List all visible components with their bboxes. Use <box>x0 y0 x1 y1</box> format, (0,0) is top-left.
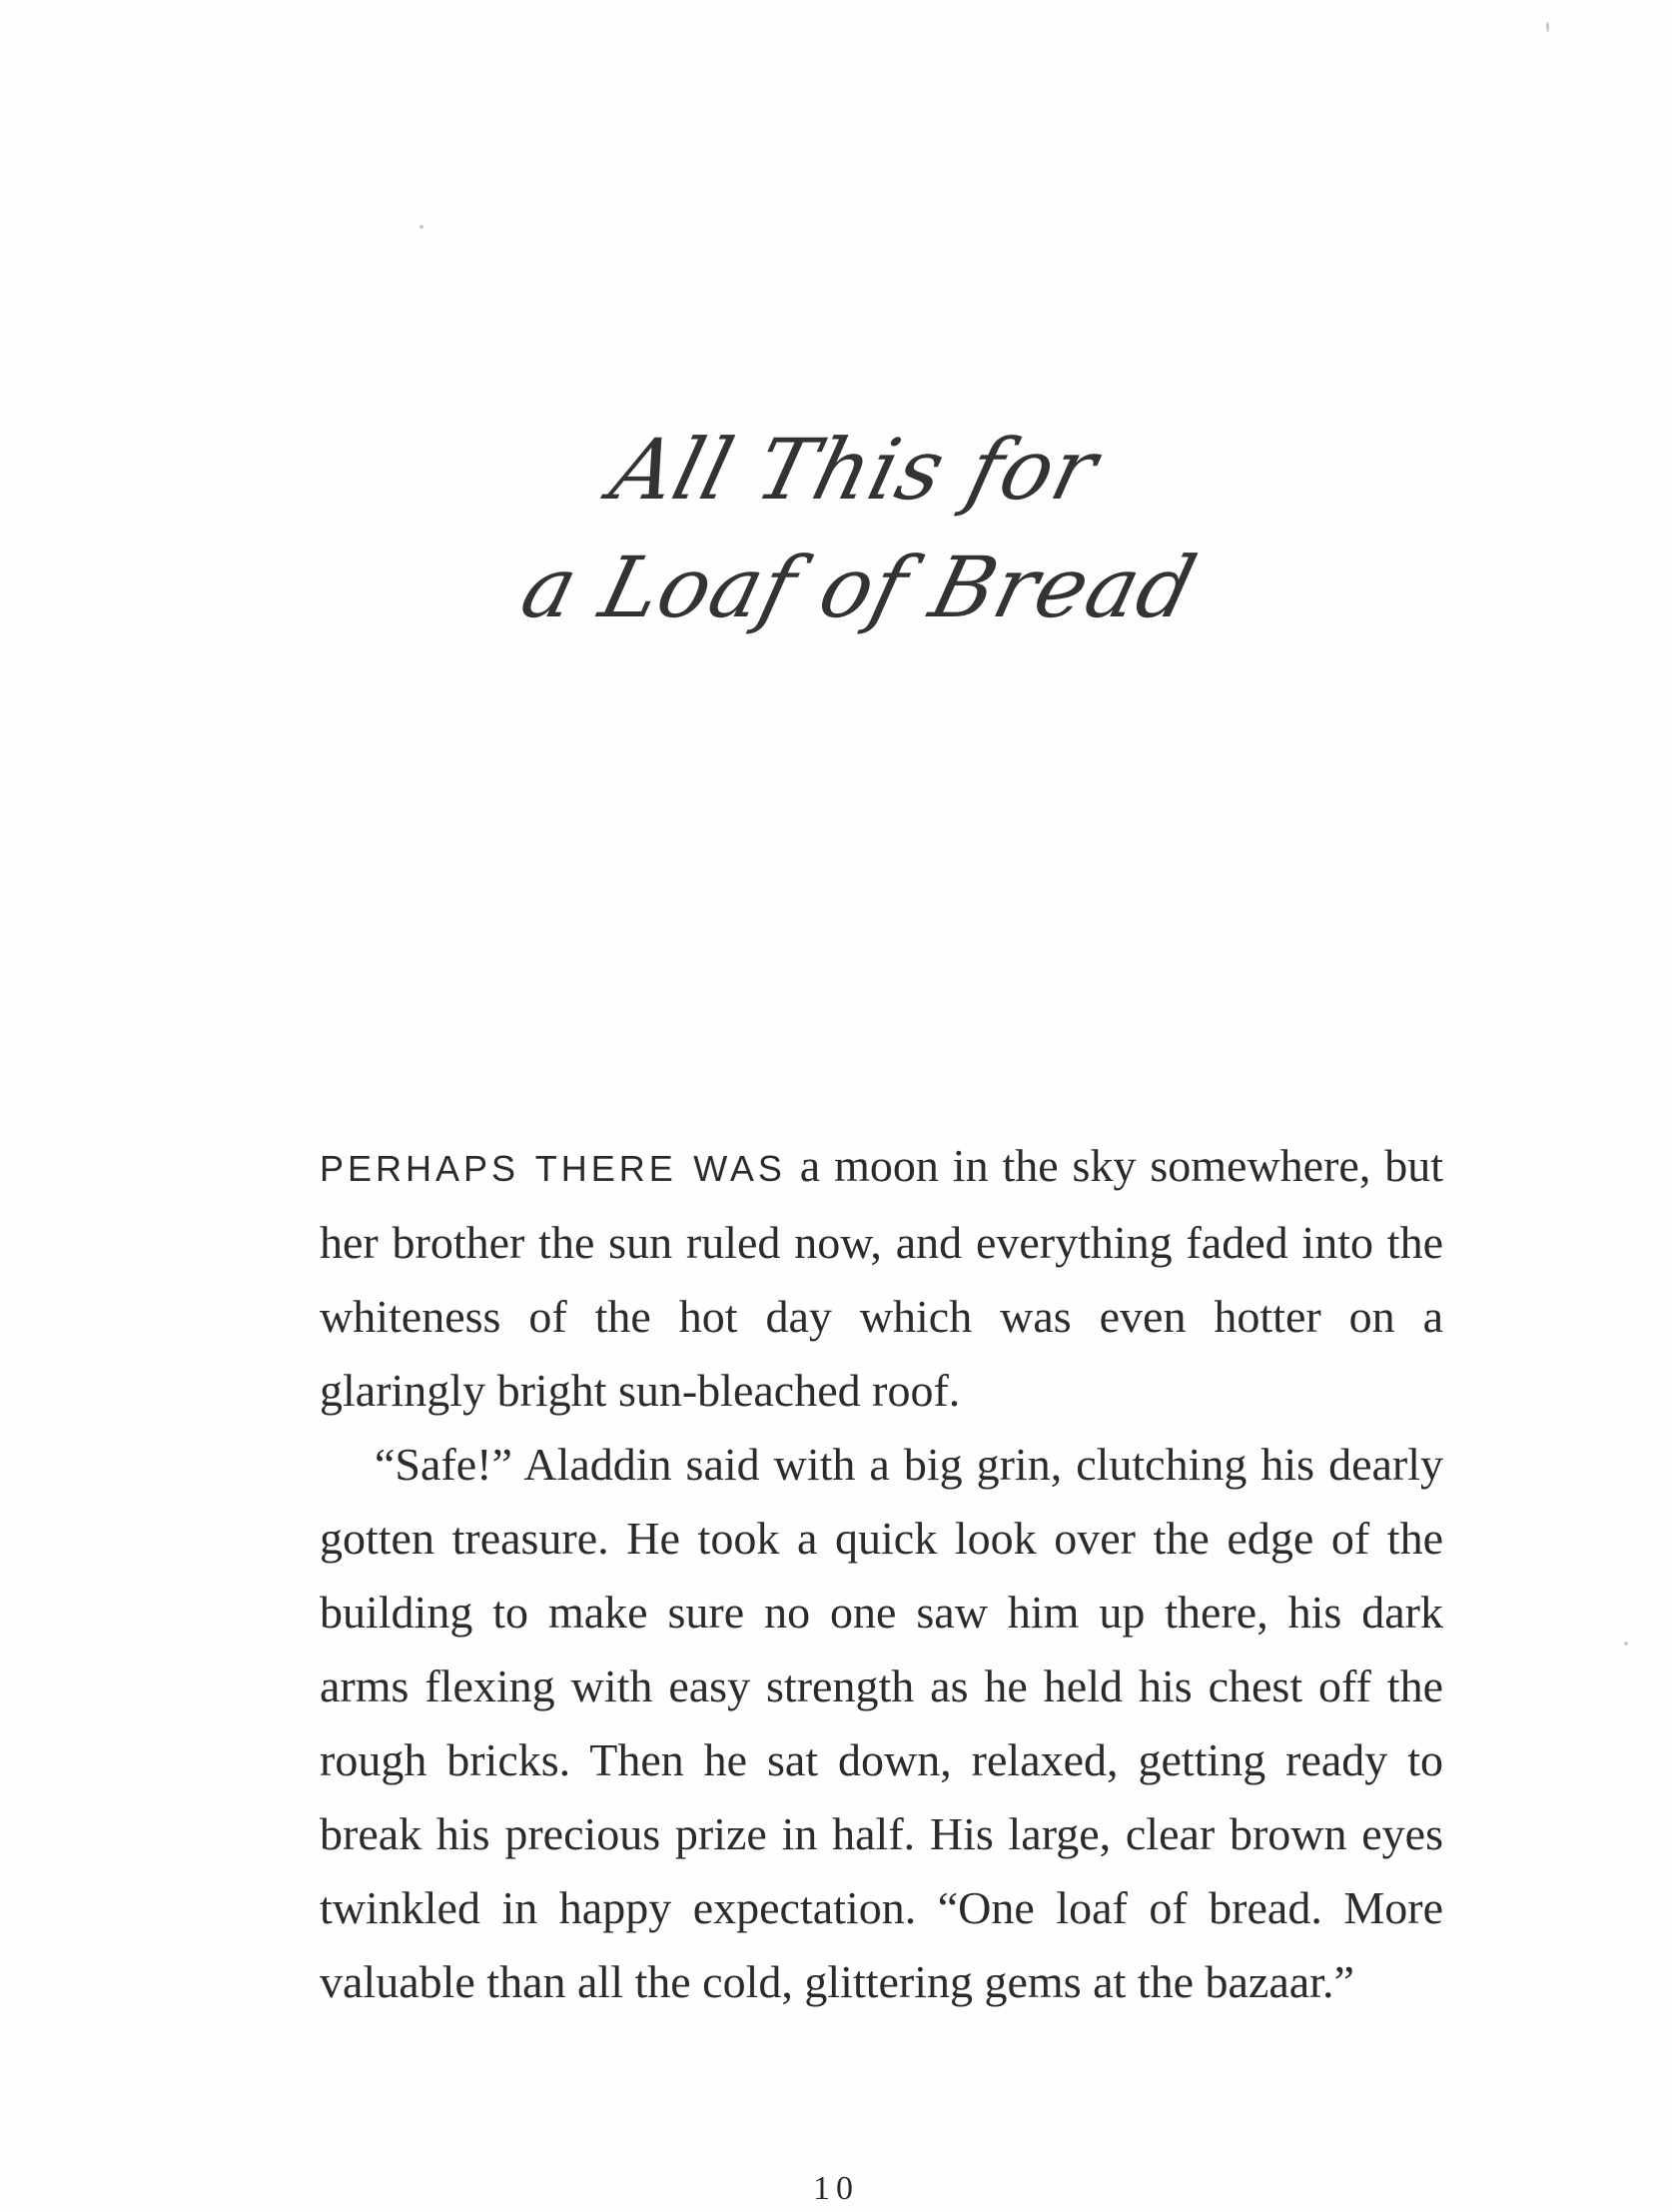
paragraph-1 <box>320 1129 1443 1428</box>
chapter-title <box>510 411 1268 646</box>
paragraph-1-text: a moon in the sky somewhere, but her brother the sun ruled now, and everything faded into the whiteness of the hot day which was even hotter on a glaringly bright sun-bleached roof. <box>320 1140 1444 1416</box>
body-text <box>320 1129 1443 2019</box>
paragraph-2: “Safe!” Aladdin said with a big grin, clutching his dearly gotten treasure. He took a quick look over the edge of the building to make sure no one saw him up there, his dark arms flexing with easy strength as he held his chest off the rough bricks. Then he sat down, relaxed, getting ready to break his precious prize in half. His large, clear brown eyes twinkled in happy expectation. “One loaf of bread. More valuable than all the cold, glittering gems at the bazaar.” <box>320 1439 1443 2007</box>
chapter-title-line-2: a Loaf of Bread <box>512 539 1207 637</box>
page-number: 10 <box>813 2170 859 2207</box>
scan-speck <box>1546 22 1549 32</box>
chapter-title-line-1: All This for <box>601 421 1108 520</box>
scan-speck <box>1624 1642 1628 1646</box>
lead-in-small-caps: PERHAPS THERE WAS <box>320 1148 786 1189</box>
scan-speck <box>419 225 423 229</box>
